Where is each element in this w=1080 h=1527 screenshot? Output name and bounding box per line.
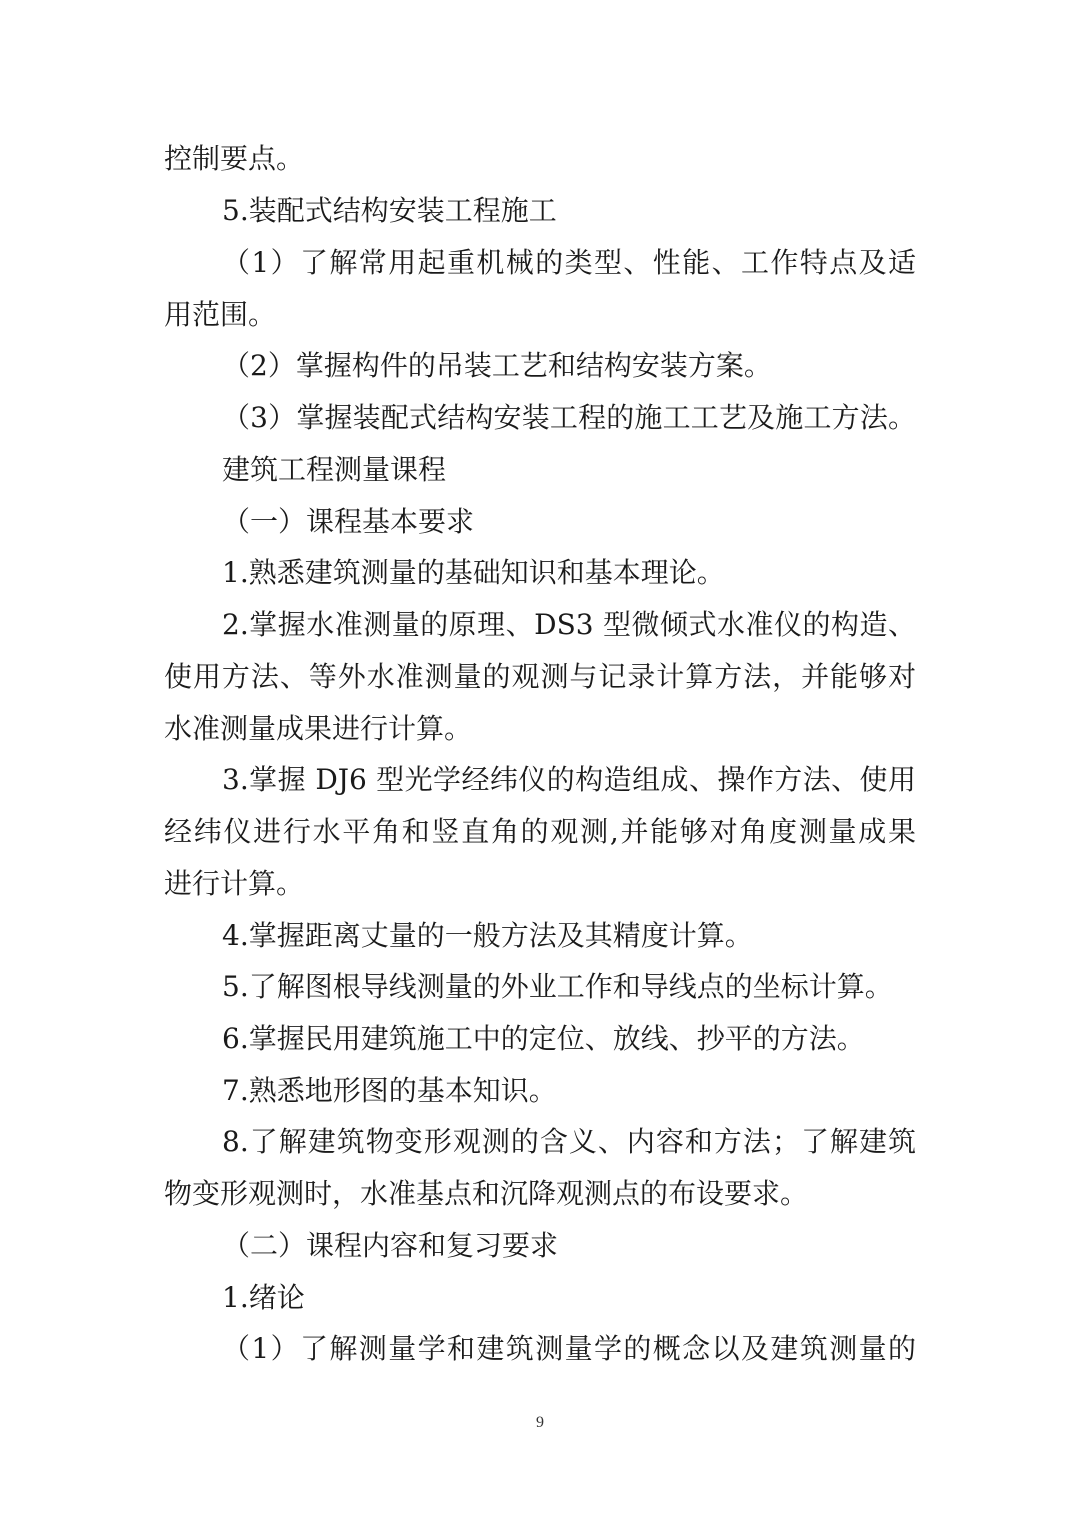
- text-line: 1.熟悉建筑测量的基础知识和基本理论。: [222, 556, 725, 589]
- text-line: 进行计算。: [164, 867, 305, 900]
- text-line: 5.了解图根导线测量的外业工作和导线点的坐标计算。: [222, 970, 893, 1003]
- text-line: 使用方法、等外水准测量的观测与记录计算方法，并能够对: [164, 660, 916, 693]
- section-heading: （一）课程基本要求: [222, 505, 475, 538]
- text-line: 8.了解建筑物变形观测的含义、内容和方法；了解建筑: [222, 1125, 916, 1158]
- text-line: 7.熟悉地形图的基本知识。: [222, 1074, 557, 1107]
- section-heading: （二）课程内容和复习要求: [222, 1229, 559, 1262]
- text-line: （3）掌握装配式结构安装工程的施工工艺及施工方法。: [222, 401, 916, 434]
- text-line: （2）掌握构件的吊装工艺和结构安装方案。: [222, 349, 772, 382]
- text-line: 控制要点。: [164, 142, 305, 175]
- text-line: 用范围。: [164, 298, 277, 331]
- text-line: 经纬仪进行水平角和竖直角的观测,并能够对角度测量成果: [164, 815, 916, 848]
- text-line: （1）了解常用起重机械的类型、性能、工作特点及适: [222, 246, 916, 279]
- text-line: （1）了解测量学和建筑测量学的概念以及建筑测量的: [222, 1332, 916, 1365]
- text-line: 水准测量成果进行计算。: [164, 712, 473, 745]
- course-title: 建筑工程测量课程: [222, 453, 447, 486]
- page-number: 9: [536, 1414, 544, 1431]
- text-line: 物变形观测时，水准基点和沉降观测点的布设要求。: [164, 1177, 809, 1210]
- text-line: 2.掌握水准测量的原理、DS3 型微倾式水准仪的构造、: [222, 608, 916, 641]
- text-line: 4.掌握距离丈量的一般方法及其精度计算。: [222, 919, 753, 952]
- section-heading: 5.装配式结构安装工程施工: [222, 194, 557, 227]
- text-line: 3.掌握 DJ6 型光学经纬仪的构造组成、操作方法、使用: [222, 763, 916, 796]
- section-heading: 1.绪论: [222, 1281, 305, 1314]
- text-line: 6.掌握民用建筑施工中的定位、放线、抄平的方法。: [222, 1022, 865, 1055]
